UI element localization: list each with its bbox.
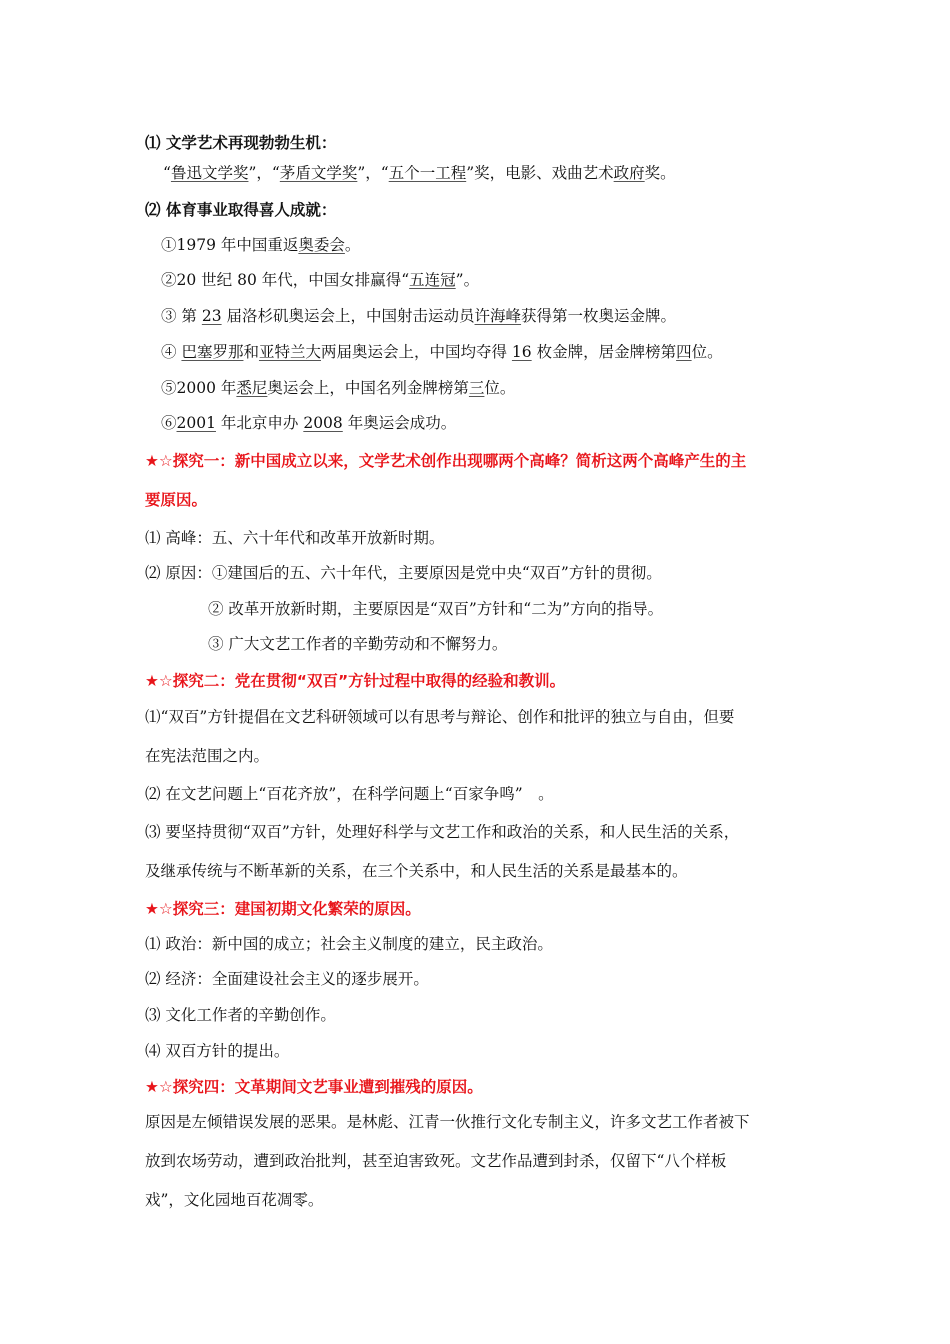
- mao-dun-award: 茅盾文学奖: [279, 164, 358, 182]
- explore-3-answer-1: ⑴ 政治：新中国的成立；社会主义制度的建立，民主政治。: [145, 935, 553, 953]
- explore-3-title: ★☆探究三：建国初期文化繁荣的原因。: [145, 900, 421, 918]
- sec2-heading: ⑵ 体育事业取得喜人成就：: [145, 200, 337, 219]
- sports-item-4: ④ 巴塞罗那和亚特兰大两届奥运会上，中国均夺得 16 枚金牌，居金牌榜第四位。: [161, 343, 723, 361]
- sports-item-6: ⑥2001 年北京申办 2008 年奥运会成功。: [161, 414, 457, 432]
- explore-1-answer-1: ⑴ 高峰：五、六十年代和改革开放新时期。: [145, 529, 445, 547]
- explore-1-title-line-2: 要原因。: [145, 491, 208, 509]
- five-one-project: 五个一工程: [388, 164, 467, 182]
- explore-3-answer-2: ⑵ 经济：全面建设社会主义的逐步展开。: [145, 970, 429, 988]
- sports-item-5: ⑤2000 年悉尼奥运会上，中国名列金牌榜第三位。: [161, 379, 516, 397]
- explore-2-answer-3b: 及继承传统与不断革新的关系，在三个关系中，和人民生活的关系是最基本的。: [145, 862, 688, 880]
- explore-2-answer-3a: ⑶ 要坚持贯彻“双百”方针，处理好科学与文艺工作和政治的关系，和人民生活的关系，: [145, 823, 740, 841]
- sec1-awards-line: “鲁迅文学奖”，“茅盾文学奖”，“五个一工程”奖，电影、戏曲艺术政府奖。: [163, 164, 676, 182]
- lu-xun-award: 鲁迅文学奖: [170, 164, 249, 182]
- explore-3-answer-3: ⑶ 文化工作者的辛勤创作。: [145, 1006, 336, 1024]
- explore-4-title: ★☆探究四：文革期间文艺事业遭到摧残的原因。: [145, 1078, 483, 1096]
- sec1-heading: ⑴ 文学艺术再现勃勃生机：: [145, 133, 337, 152]
- explore-4-paragraph-line-3: 戏”，文化园地百花凋零。: [145, 1191, 324, 1209]
- explore-2-answer-2: ⑵ 在文艺问题上“百花齐放”，在科学问题上“百家争鸣” 。: [145, 785, 554, 803]
- sports-item-2: ②20 世纪 80 年代，中国女排赢得“五连冠”。: [161, 271, 480, 289]
- government-award: 政府: [613, 164, 645, 182]
- explore-2-answer-1b: 在宪法范围之内。: [145, 747, 270, 765]
- sports-item-3: ③ 第 23 届洛杉矶奥运会上，中国射击运动员许海峰获得第一枚奥运金牌。: [161, 307, 677, 325]
- explore-1-title-line-1: ★☆探究一：新中国成立以来，文学艺术创作出现哪两个高峰？简析这两个高峰产生的主: [145, 452, 747, 470]
- explore-4-paragraph-line-1: 原因是左倾错误发展的恶果。是林彪、江青一伙推行文化专制主义，许多文艺工作者被下: [145, 1113, 750, 1131]
- sports-item-1: ①1979 年中国重返奥委会。: [161, 236, 361, 254]
- explore-4-paragraph-line-2: 放到农场劳动，遭到政治批判，甚至迫害致死。文艺作品遭到封杀，仅留下“八个样板: [145, 1152, 727, 1170]
- explore-2-title: ★☆探究二：党在贯彻“双百”方针过程中取得的经验和教训。: [145, 672, 566, 690]
- explore-2-answer-1a: ⑴“双百”方针提倡在文艺科研领域可以有思考与辩论、创作和批评的独立与自由，但要: [145, 708, 735, 726]
- explore-1-answer-4: ③ 广大文艺工作者的辛勤劳动和不懈努力。: [208, 635, 508, 653]
- explore-3-answer-4: ⑷ 双百方针的提出。: [145, 1042, 290, 1060]
- explore-1-answer-2: ⑵ 原因：①建国后的五、六十年代，主要原因是党中央“双百”方针的贯彻。: [145, 564, 662, 582]
- explore-1-answer-3: ② 改革开放新时期，主要原因是“双百”方针和“二为”方向的指导。: [208, 600, 664, 618]
